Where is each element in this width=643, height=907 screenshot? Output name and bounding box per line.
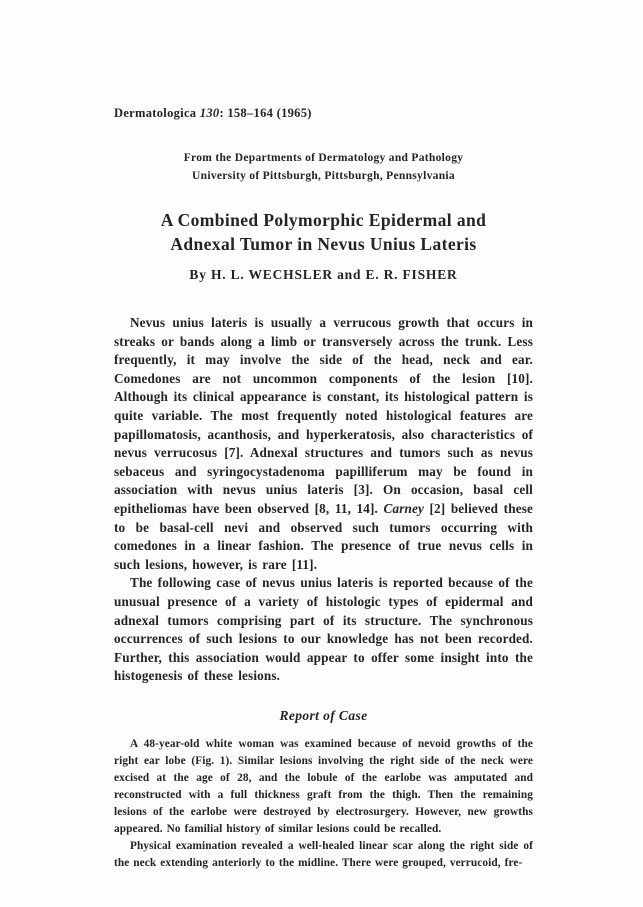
journal-volume: 130 <box>199 106 220 120</box>
title-line-1: A Combined Polymorphic Epidermal and <box>160 210 487 230</box>
byline: By H. L. WECHSLER and E. R. FISHER <box>189 267 458 282</box>
intro-paragraph-2: The following case of nevus unius lateris is reported because of the unusual presence of a variety of histologic types of epidermal and adnexal tumors comprising part of its structure. The synchronous occurrences of such lesions to our knowledge has not been recorded. Further, this association would appear to offer some insight into the histogenesis of these lesions. <box>114 575 533 684</box>
title-line-2: Adnexal Tumor in Nevus Unius Lateris <box>170 233 477 254</box>
journal-page-range: : 158–164 (1965) <box>219 106 312 120</box>
cited-author-name: Carney <box>383 500 424 516</box>
affiliation-block <box>114 150 533 185</box>
journal-name: Dermatologica <box>114 106 197 120</box>
intro-section <box>114 314 533 686</box>
intro-paragraph-1 <box>114 314 533 574</box>
page-content <box>114 106 533 872</box>
affiliation-line-1: From the Departments of Dermatology and Pathology <box>183 152 464 164</box>
case-paragraph-1: A 48-year-old white woman was examined because of nevoid growths of the right ear lobe (Fig. 1). Similar lesions involving the right side of the neck were excised at the age of 28, and the lobule of the earlobe was amputated and reconstructed with a full thickness graft from the thigh. Then the remaining lesions of the earlobe were destroyed by electrosurgery. However, new growths appeared. No familial history of similar lesions could be recalled. <box>114 737 533 835</box>
case-report-section <box>114 736 533 872</box>
intro-p1-text-a: Nevus unius lateris is usually a verrucous growth that occurs in streaks or bands along a limb or transversely across the trunk. Less frequently, it may involve the side of the head, neck and ear. Comedones are not uncommon components of the lesion [10]. Although its clinical appearance is constant, its histological pattern is quite variable. The most frequently noted histological features are papillomatosis, acanthosis, and hyperkeratosis, also characteristics of nevus verrucosus [7]. Adnexal structures and tumors such as nevus sebaceus and syringocystadenoma papilliferum may be found in association with nevus unius lateris [3]. On occasion, basal cell epitheliomas have been observed [8, 11, 14]. <box>114 315 533 516</box>
section-heading-report-of-case: Report of Case <box>279 707 368 723</box>
intro-p1-text-b: [2] believed these to be basal-cell nevi and observed such tumors occurring with comedones in a linear fashion. The presence of true nevus cells in such lesions, however, is rare [11]. <box>114 500 533 572</box>
affiliation-line-2: University of Pittsburgh, Pittsburgh, Pennsylvania <box>192 169 455 182</box>
article-title <box>114 209 533 256</box>
case-paragraph-2: Physical examination revealed a well-healed linear scar along the right side of the neck extending anteriorly to the midline. There were grouped, verrucoid, fre- <box>114 839 533 869</box>
journal-citation <box>114 106 533 121</box>
